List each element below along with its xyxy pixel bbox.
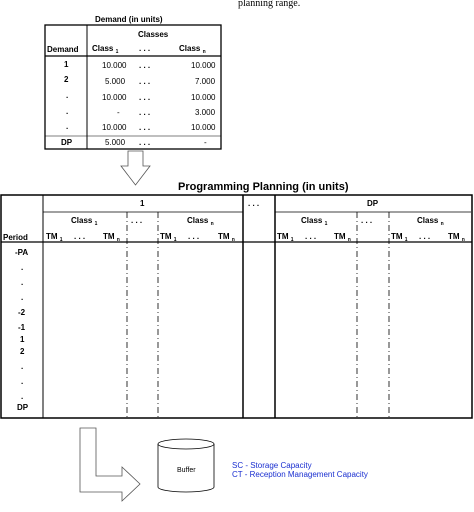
demand-cell: 10.000 bbox=[191, 61, 216, 70]
tm-n-header: TM $_n$ bbox=[103, 232, 120, 243]
demand-row-label: . bbox=[66, 91, 69, 100]
plan-class-1-header: Class $_1$ bbox=[71, 216, 98, 227]
group-header-dp: DP bbox=[367, 199, 379, 208]
demand-row-label: 2 bbox=[64, 75, 69, 84]
plan-class-dots-header: . . . bbox=[131, 216, 143, 225]
period-label: DP bbox=[17, 403, 29, 412]
plan-class-dots-header: . . . bbox=[361, 216, 373, 225]
demand-cell: 7.000 bbox=[195, 77, 216, 86]
tm-n-header: TM $_n$ bbox=[448, 232, 465, 243]
period-label: . bbox=[21, 392, 24, 401]
demand-row-label: . bbox=[66, 122, 69, 131]
tm-1-header: TM $_1$ bbox=[277, 232, 294, 243]
period-label: . bbox=[21, 278, 24, 287]
legend-line-storage: SC - Storage Capacity bbox=[232, 461, 312, 470]
demand-cell-dots: . . . bbox=[139, 123, 151, 132]
tm-n-header: TM $_n$ bbox=[334, 232, 351, 243]
demand-cell: - bbox=[204, 138, 207, 147]
group-header-dots: . . . bbox=[248, 199, 260, 208]
buffer-label: Buffer bbox=[177, 467, 196, 474]
tm-dots-header: . . . bbox=[188, 232, 200, 241]
demand-cell-dots: . . . bbox=[139, 93, 151, 102]
l-arrow-shape bbox=[80, 428, 140, 501]
tm-1-header: TM $_1$ bbox=[46, 232, 63, 243]
demand-cell: 10.000 bbox=[191, 93, 216, 102]
tm-dots-header: . . . bbox=[305, 232, 317, 241]
period-label: 2 bbox=[20, 347, 25, 356]
period-label: -PA bbox=[15, 248, 29, 257]
demand-cell-dots: . . . bbox=[139, 138, 151, 147]
period-label: -2 bbox=[18, 308, 26, 317]
demand-cell-dots: . . . bbox=[139, 77, 151, 86]
demand-cell-dots: . . . bbox=[139, 108, 151, 117]
demand-dots-header: . . . bbox=[139, 44, 151, 53]
demand-classes-header: Classes bbox=[138, 30, 169, 39]
period-label: -1 bbox=[18, 323, 26, 332]
tm-dots-header: . . . bbox=[419, 232, 431, 241]
demand-row-label: . bbox=[66, 107, 69, 116]
demand-row-header: Demand bbox=[47, 45, 79, 54]
period-label: . bbox=[21, 263, 24, 272]
tm-1-header: TM $_1$ bbox=[391, 232, 408, 243]
demand-cell: 10.000 bbox=[102, 61, 127, 70]
demand-row-label: DP bbox=[61, 138, 73, 147]
period-label: . bbox=[21, 377, 24, 386]
period-label: . bbox=[21, 293, 24, 302]
demand-cell: 5.000 bbox=[105, 138, 126, 147]
demand-cell: 5.000 bbox=[105, 77, 126, 86]
period-label: 1 bbox=[20, 335, 25, 344]
demand-cell: 10.000 bbox=[102, 93, 127, 102]
period-label: . bbox=[21, 362, 24, 371]
planning-table-title: Programming Planning (in units) bbox=[178, 181, 349, 193]
tm-1-header: TM $_1$ bbox=[160, 232, 177, 243]
demand-cell: - bbox=[117, 108, 120, 117]
period-header: Period bbox=[3, 233, 28, 242]
demand-class-n-header: Class $_n$ bbox=[179, 44, 206, 55]
tm-n-header: TM $_n$ bbox=[218, 232, 235, 243]
demand-cell-dots: . . . bbox=[139, 61, 151, 70]
demand-table-title: Demand (in units) bbox=[95, 15, 163, 24]
demand-class-1-header: Class $_1$ bbox=[92, 44, 119, 55]
demand-cell: 3.000 bbox=[195, 108, 216, 117]
group-header-1: 1 bbox=[140, 199, 145, 208]
tm-dots-header: . . . bbox=[74, 232, 86, 241]
down-arrow-shape bbox=[121, 151, 150, 185]
plan-class-n-header: Class $_n$ bbox=[187, 216, 214, 227]
plan-class-n-header: Class $_n$ bbox=[417, 216, 444, 227]
demand-row-label: 1 bbox=[64, 60, 69, 69]
demand-cell: 10.000 bbox=[191, 123, 216, 132]
plan-class-1-header: Class $_1$ bbox=[301, 216, 328, 227]
demand-cell: 10.000 bbox=[102, 123, 127, 132]
legend-line-reception: CT - Reception Management Capacity bbox=[232, 470, 368, 479]
top-caption: planning range. bbox=[238, 0, 301, 9]
